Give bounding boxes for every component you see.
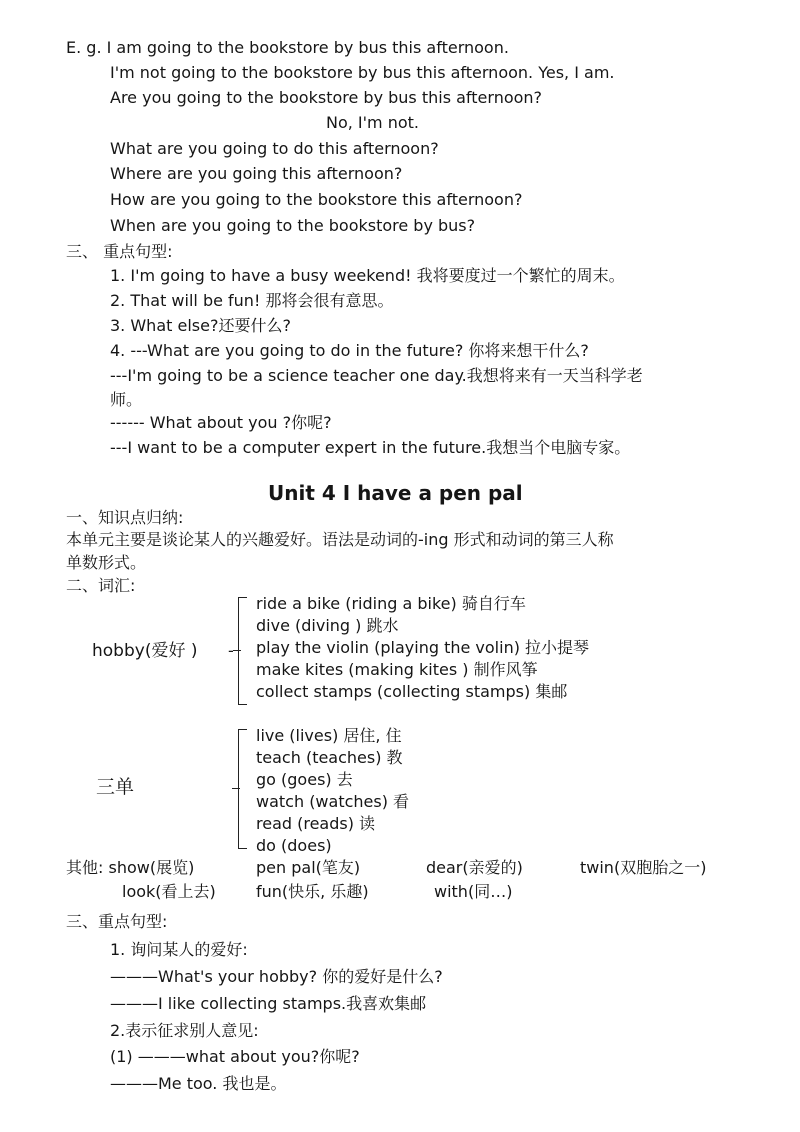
sentence-item: (1) ———what about you?你呢?	[110, 1047, 360, 1066]
example-line-eg: E. g. I am going to the bookstore by bus this afternoon.	[66, 38, 509, 57]
verb-item: live (lives) 居住, 住	[256, 726, 402, 745]
section-heading: 三、重点句型:	[66, 912, 168, 931]
sentence-item: ---I'm going to be a science teacher one day.我想将来有一天当科学老	[110, 366, 643, 385]
hobby-item: make kites (making kites ) 制作风筝	[256, 660, 538, 679]
others-with: with(同…)	[434, 882, 513, 901]
sentence-item: 3. What else?还要什么?	[110, 316, 291, 335]
sentence-item: 4. ---What are you going to do in the future? 你将来想干什么?	[110, 341, 589, 360]
hobby-item: play the violin (playing the volin) 拉小提琴	[256, 638, 590, 657]
unit-title: Unit 4 I have a pen pal	[268, 481, 523, 505]
hobby-dash: -	[228, 641, 234, 660]
verb-item: do (does)	[256, 836, 332, 855]
verb-item: watch (watches) 看	[256, 792, 410, 811]
hobby-item: collect stamps (collecting stamps) 集邮	[256, 682, 568, 701]
sentence-item: 师。	[110, 390, 143, 409]
sentence-item: ———What's your hobby? 你的爱好是什么?	[110, 967, 443, 986]
others-twin: twin(双胞胎之一)	[580, 858, 707, 877]
others-show: 其他: show(展览)	[66, 858, 195, 877]
example-line: Are you going to the bookstore by bus this afternoon?	[110, 88, 543, 107]
sentence-item: 2. That will be fun! 那将会很有意思。	[110, 291, 394, 310]
others-dear: dear(亲爱的)	[426, 858, 523, 877]
example-line: I'm not going to the bookstore by bus this afternoon. Yes, I am.	[110, 63, 615, 82]
hobby-item: dive (diving ) 跳水	[256, 616, 399, 635]
others-look: look(看上去)	[122, 882, 216, 901]
sentence-item: ------ What about you ?你呢?	[110, 413, 332, 432]
section-heading: 一、知识点归纳:	[66, 508, 184, 527]
verb-item: go (goes) 去	[256, 770, 353, 789]
hobby-brace	[238, 597, 247, 705]
section-heading: 二、词汇:	[66, 576, 136, 595]
example-line: What are you going to do this afternoon?	[110, 139, 439, 158]
others-fun: fun(快乐, 乐趣)	[256, 882, 369, 901]
example-line: When are you going to the bookstore by bus?	[110, 216, 476, 235]
sentence-item: ---I want to be a computer expert in the future.我想当个电脑专家。	[110, 438, 631, 457]
paragraph-line: 本单元主要是谈论某人的兴趣爱好。语法是动词的-ing 形式和动词的第三人称	[66, 530, 614, 549]
example-line: No, I'm not.	[326, 113, 420, 132]
example-line: How are you going to the bookstore this afternoon?	[110, 190, 523, 209]
verb-item: teach (teaches) 教	[256, 748, 403, 767]
example-line: Where are you going this afternoon?	[110, 164, 403, 183]
sentence-item: 2.表示征求别人意见:	[110, 1021, 259, 1040]
third-person-brace-tick	[232, 788, 240, 789]
hobby-brace-tick	[233, 650, 241, 651]
others-pen-pal: pen pal(笔友)	[256, 858, 361, 877]
paragraph-line: 单数形式。	[66, 553, 147, 572]
sentence-item: ———Me too. 我也是。	[110, 1074, 287, 1093]
hobby-label: hobby(爱好 )	[92, 641, 198, 661]
third-person-label: 三单	[96, 776, 135, 798]
section-heading: 三、 重点句型:	[66, 242, 173, 261]
sentence-item: ———I like collecting stamps.我喜欢集邮	[110, 994, 427, 1013]
hobby-item: ride a bike (riding a bike) 骑自行车	[256, 594, 526, 613]
sentence-item: 1. I'm going to have a busy weekend! 我将要度过一个繁忙的周末。	[110, 266, 625, 285]
verb-item: read (reads) 读	[256, 814, 376, 833]
sentence-item: 1. 询问某人的爱好:	[110, 940, 248, 959]
third-person-brace	[238, 729, 247, 849]
